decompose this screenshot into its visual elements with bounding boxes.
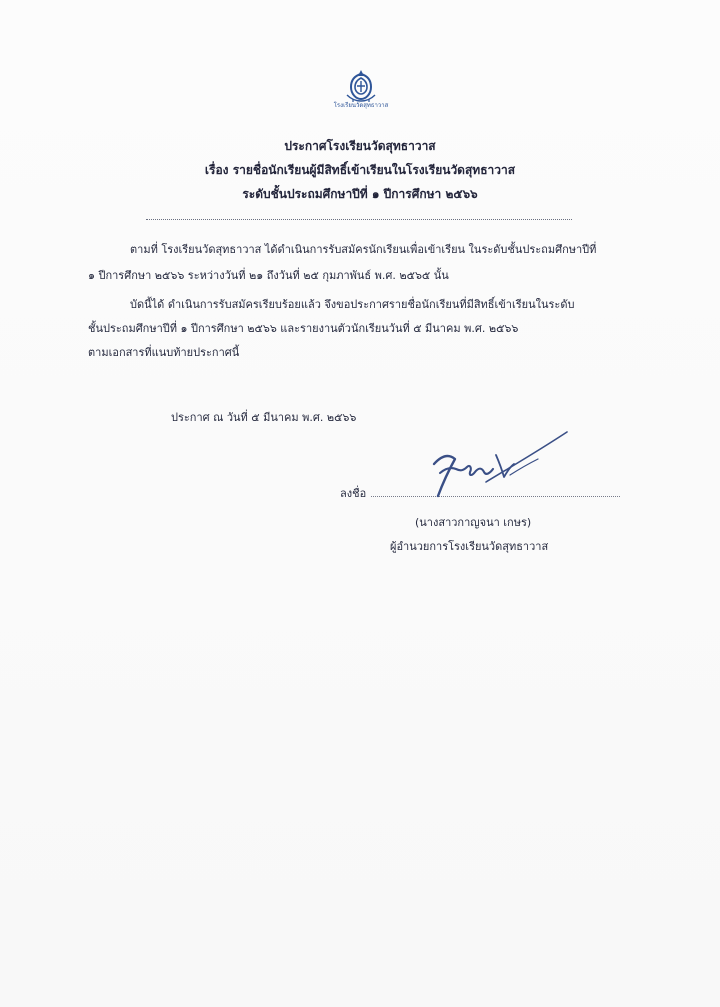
paragraph-2-line-1: บัดนี้ได้ ดำเนินการรับสมัครเรียบร้อยแล้ว จึงขอประกาศรายชื่อนักเรียนที่มีสิทธิ์เข้าเรียนในระดับ bbox=[130, 298, 575, 311]
paragraph-1-line-2: ๑ ปีการศึกษา ๒๕๖๖ ระหว่างวันที่ ๒๑ ถึงวันที่ ๒๕ กุมภาพันธ์ พ.ศ. ๒๕๖๕ นั้น bbox=[88, 269, 449, 282]
handwritten-signature bbox=[426, 424, 571, 506]
announcement-level: ระดับชั้นประถมศึกษาปีที่ ๑ ปีการศึกษา ๒๕๖๖ bbox=[242, 187, 478, 201]
paragraph-2-line-2: ชั้นประถมศึกษาปีที่ ๑ ปีการศึกษา ๒๕๖๖ และรายงานตัวนักเรียนวันที่ ๕ มีนาคม พ.ศ. ๒๕๖๖ bbox=[88, 322, 519, 335]
signer-title: ผู้อำนวยการโรงเรียนวัดสุทธาวาส bbox=[390, 540, 549, 553]
school-emblem-icon bbox=[333, 68, 389, 106]
announcement-date: ประกาศ ณ วันที่ ๕ มีนาคม พ.ศ. ๒๕๖๖ bbox=[171, 411, 357, 424]
signature-label: ลงชื่อ bbox=[340, 487, 367, 500]
school-logo bbox=[333, 68, 389, 118]
announcement-heading: ประกาศโรงเรียนวัดสุทธาวาส bbox=[284, 139, 436, 153]
school-logo-caption: โรงเรียนวัดสุทธาวาส bbox=[333, 102, 389, 109]
paragraph-2-line-3: ตามเอกสารที่แนบท้ายประกาศนี้ bbox=[88, 346, 240, 359]
paragraph-1-line-1: ตามที่ โรงเรียนวัดสุทธาวาส ได้ดำเนินการรับสมัครนักเรียนเพื่อเข้าเรียน ในระดับชั้นประถมศึกษาปีที่ bbox=[130, 243, 597, 256]
announcement-subject: เรื่อง รายชื่อนักเรียนผู้มีสิทธิ์เข้าเรียนในโรงเรียนวัดสุทธาวาส bbox=[204, 163, 516, 177]
header-divider bbox=[146, 219, 572, 220]
signer-name: (นางสาวกาญจนา เกษร) bbox=[415, 516, 532, 529]
